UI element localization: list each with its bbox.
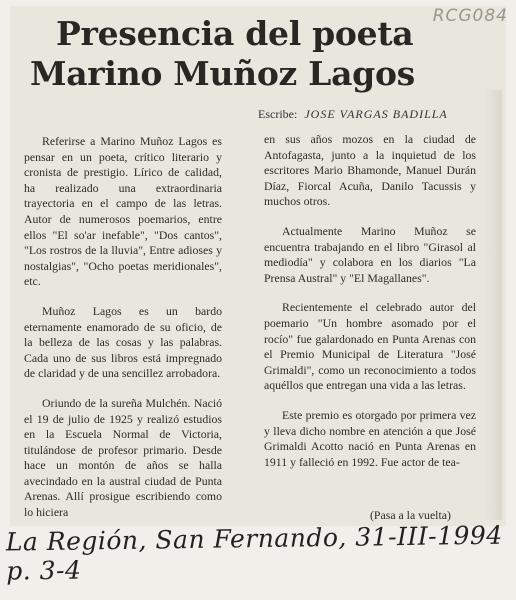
article-headline	[30, 14, 430, 94]
byline	[258, 107, 448, 122]
page-shadow	[484, 90, 502, 520]
left-column	[24, 134, 222, 535]
continued-note: (Pasa a la vuelta)	[370, 508, 451, 522]
paragraph: Oriundo de la sureña Mulchén. Nació el 19 de julio de 1925 y realizó estudios en la Escuela Normal de Victoria, titulándose de profesor primario. Desde hace un montón de años se halla avecindado en la austral ciudad de Punta Arenas. Allí prosigue escribiendo como lo hiciera	[24, 395, 222, 520]
archive-stamp: RCG084	[432, 6, 508, 26]
byline-label: Escribe:	[258, 107, 298, 121]
paragraph: Actualmente Marino Muñoz se encuentra trabajando en el libro "Girasol al mediodía" y colabora en los diarios "La Prensa Austral" y "El Magallanes".	[264, 223, 476, 285]
paragraph: Referirse a Marino Muñoz Lagos es pensar en un poeta, crítico literario y cronista de prestigio. Lírico de calidad, ha realizado una extraordinaria trayectoria en el campo de las letras. Autor de numerosos poemarios, entre ellos "El so'ar inefable", "Dos cantos", "Los rostros de la lluvia", Entre adioses y nostalgias", "Ocho poetas meridionales", etc.	[24, 134, 222, 289]
paragraph: Recientemente el celebrado autor del poemario "Un hombre asomado por el rocío" fue galardonado en Punta Arenas con el Premio Municipal de Literatura "José Grimaldi", como un reconocimiento a todos aquéllos que entregan una vida a las letras.	[264, 300, 476, 393]
headline-line-2: Marino Muñoz Lagos	[30, 54, 415, 93]
paragraph: Muñoz Lagos es un bardo eternamente enamorado de su oficio, de la belleza de las cosas y las palabras. Cada uno de sus libros está impregnado de claridad y de una sencillez arrobadora.	[24, 303, 222, 381]
handwritten-source-note: La Región, San Fernando, 31-III-1994 p. 3-4	[5, 520, 503, 586]
headline-line-1: Presencia del poeta	[56, 14, 414, 53]
byline-author: JOSE VARGAS BADILLA	[304, 107, 448, 121]
paragraph: en sus años mozos en la ciudad de Antofagasta, junto a la inquietud de los escritores Mario Bhamonde, Manuel Durán Díaz, Fiorcal Acuña, Danilo Tacussis y muchos otros.	[264, 132, 476, 209]
paragraph: Este premio es otorgado por primera vez y lleva dicho nombre en atención a que José Grimaldi Acotto nació en Punta Arenas en 1911 y falleció en 1992. Fue actor de tea-	[264, 407, 476, 469]
right-column	[264, 132, 476, 484]
